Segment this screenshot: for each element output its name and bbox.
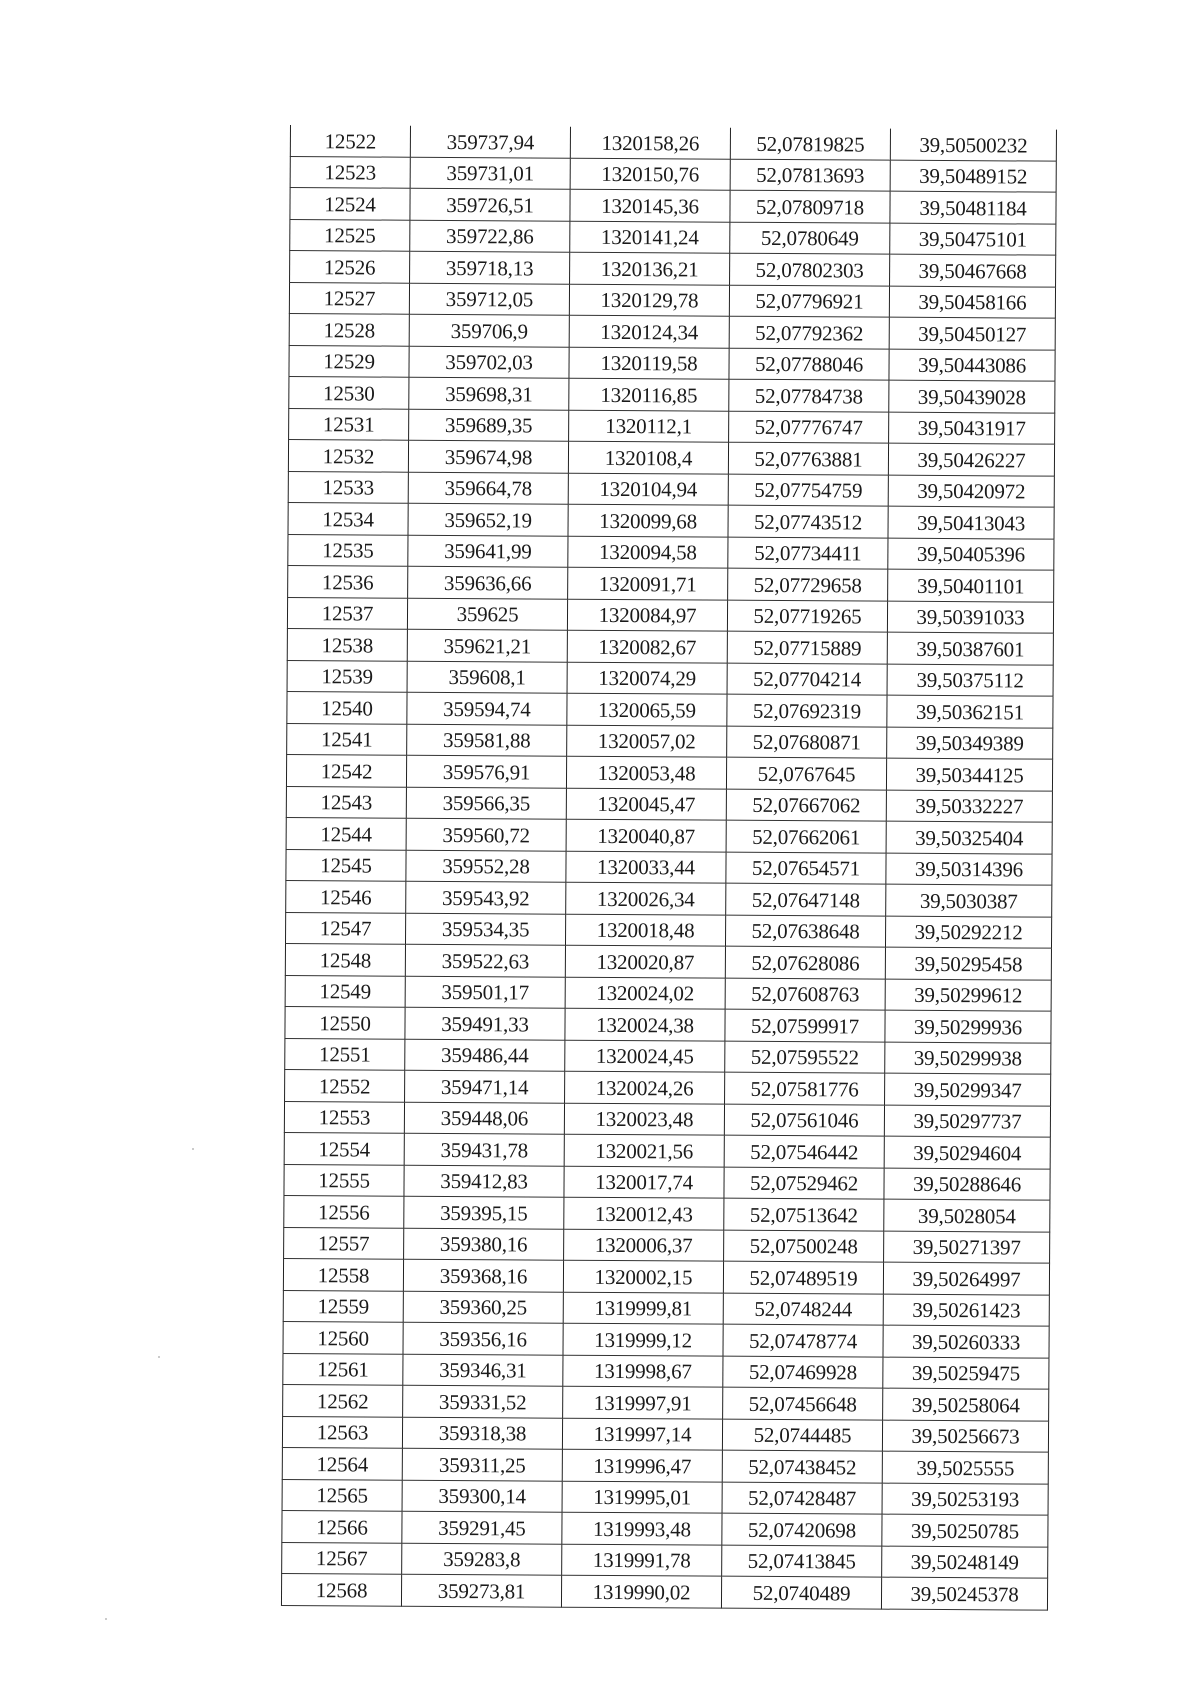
cell-y-coordinate: 1319999,81	[563, 1292, 723, 1324]
cell-latitude: 52,07763881	[728, 442, 888, 474]
cell-point-number: 12539	[287, 660, 407, 692]
cell-latitude: 52,07662061	[726, 820, 886, 852]
scan-speck	[105, 1618, 107, 1620]
cell-longitude: 39,50264997	[883, 1262, 1049, 1295]
cell-point-number: 12560	[283, 1321, 403, 1353]
cell-longitude: 39,50299938	[885, 1042, 1051, 1075]
cell-y-coordinate: 1320112,1	[569, 410, 729, 442]
cell-latitude: 52,07776747	[729, 411, 889, 443]
cell-latitude: 52,07529462	[724, 1167, 884, 1199]
cell-point-number: 12523	[290, 156, 410, 188]
cell-latitude: 52,07667062	[726, 789, 886, 821]
cell-y-coordinate: 1320136,21	[570, 252, 730, 284]
cell-x-coordinate: 359331,52	[403, 1385, 563, 1417]
cell-longitude: 39,50271397	[884, 1231, 1050, 1264]
cell-latitude: 52,07608763	[725, 978, 885, 1010]
cell-longitude: 39,50253193	[882, 1483, 1048, 1516]
cell-point-number: 12547	[286, 912, 406, 944]
cell-point-number: 12561	[283, 1353, 403, 1385]
cell-latitude: 52,07719265	[727, 600, 887, 632]
cell-latitude: 52,07796921	[729, 285, 889, 317]
cell-x-coordinate: 359522,63	[405, 944, 565, 976]
table-row	[282, 1479, 1048, 1515]
cell-point-number: 12541	[287, 723, 407, 755]
cell-y-coordinate: 1320084,97	[567, 599, 727, 631]
cell-y-coordinate: 1320119,58	[569, 347, 729, 379]
cell-point-number: 12531	[289, 408, 409, 440]
cell-x-coordinate: 359625	[407, 598, 567, 630]
cell-point-number: 12558	[283, 1258, 403, 1290]
cell-longitude: 39,50258064	[883, 1388, 1049, 1421]
cell-point-number: 12565	[282, 1479, 402, 1511]
cell-latitude: 52,07788046	[729, 348, 889, 380]
cell-point-number: 12557	[284, 1227, 404, 1259]
cell-x-coordinate: 359641,99	[408, 535, 568, 567]
cell-y-coordinate: 1320145,36	[570, 189, 730, 221]
cell-longitude: 39,50420972	[888, 475, 1054, 508]
cell-latitude: 52,07428487	[722, 1482, 882, 1514]
table-row	[288, 534, 1054, 570]
cell-x-coordinate: 359576,91	[406, 755, 566, 787]
table-row	[287, 597, 1053, 633]
cell-x-coordinate: 359291,45	[402, 1511, 562, 1543]
cell-longitude: 39,50299612	[885, 979, 1051, 1012]
table-row	[285, 943, 1051, 979]
cell-latitude: 52,07802303	[730, 253, 890, 285]
table-row	[286, 817, 1052, 853]
table-row	[286, 849, 1052, 885]
cell-longitude: 39,50467668	[890, 254, 1056, 287]
table-row	[288, 565, 1054, 601]
cell-point-number: 12526	[290, 251, 410, 283]
cell-y-coordinate: 1320065,59	[567, 693, 727, 725]
cell-point-number: 12544	[286, 817, 406, 849]
cell-y-coordinate: 1320094,58	[568, 536, 728, 568]
cell-y-coordinate: 1320158,26	[570, 127, 730, 159]
cell-longitude: 39,50475101	[890, 223, 1056, 256]
cell-longitude: 39,5025555	[882, 1451, 1048, 1484]
cell-latitude: 52,07792362	[729, 316, 889, 348]
cell-x-coordinate: 359737,94	[410, 126, 570, 158]
cell-longitude: 39,50391033	[887, 601, 1053, 634]
cell-point-number: 12537	[287, 597, 407, 629]
cell-point-number: 12550	[285, 1006, 405, 1038]
cell-point-number: 12534	[288, 502, 408, 534]
cell-longitude: 39,50426227	[888, 443, 1054, 476]
cell-x-coordinate: 359560,72	[406, 818, 566, 850]
cell-point-number: 12542	[286, 754, 406, 786]
table-row	[284, 1132, 1050, 1168]
table-row	[282, 1447, 1048, 1483]
cell-longitude: 39,50259475	[883, 1357, 1049, 1390]
cell-longitude: 39,50489152	[890, 160, 1056, 193]
cell-y-coordinate: 1320108,4	[568, 441, 728, 473]
table-row	[290, 251, 1056, 287]
table-row	[282, 1542, 1048, 1578]
table-row	[286, 786, 1052, 822]
cell-y-coordinate: 1320045,47	[566, 788, 726, 820]
cell-x-coordinate: 359283,8	[402, 1543, 562, 1575]
cell-y-coordinate: 1320129,78	[569, 284, 729, 316]
cell-y-coordinate: 1320020,87	[565, 945, 725, 977]
cell-x-coordinate: 359689,35	[409, 409, 569, 441]
cell-y-coordinate: 1320053,48	[566, 756, 726, 788]
table-row	[289, 313, 1055, 349]
cell-y-coordinate: 1320141,24	[570, 221, 730, 253]
table-row	[289, 376, 1055, 412]
cell-longitude: 39,50245378	[881, 1577, 1047, 1610]
cell-y-coordinate: 1319996,47	[562, 1449, 722, 1481]
cell-x-coordinate: 359431,78	[404, 1133, 564, 1165]
cell-point-number: 12546	[286, 880, 406, 912]
cell-point-number: 12522	[290, 125, 410, 157]
cell-y-coordinate: 1319993,48	[562, 1512, 722, 1544]
cell-y-coordinate: 1320150,76	[570, 158, 730, 190]
table-row	[281, 1573, 1047, 1609]
cell-x-coordinate: 359501,17	[405, 976, 565, 1008]
cell-point-number: 12535	[288, 534, 408, 566]
table-row	[289, 282, 1055, 318]
cell-latitude: 52,07561046	[724, 1104, 884, 1136]
cell-latitude: 52,07599917	[725, 1009, 885, 1041]
cell-y-coordinate: 1319997,14	[562, 1418, 722, 1450]
cell-y-coordinate: 1320074,29	[567, 662, 727, 694]
cell-longitude: 39,50439028	[889, 380, 1055, 413]
cell-x-coordinate: 359380,16	[404, 1228, 564, 1260]
cell-x-coordinate: 359706,9	[409, 314, 569, 346]
cell-longitude: 39,50256673	[882, 1420, 1048, 1453]
cell-latitude: 52,07413845	[722, 1545, 882, 1577]
table-row	[287, 691, 1053, 727]
cell-y-coordinate: 1319991,78	[562, 1544, 722, 1576]
cell-x-coordinate: 359471,14	[405, 1070, 565, 1102]
cell-point-number: 12564	[282, 1447, 402, 1479]
cell-y-coordinate: 1320006,37	[564, 1229, 724, 1261]
cell-y-coordinate: 1320026,34	[566, 882, 726, 914]
cell-x-coordinate: 359581,88	[407, 724, 567, 756]
cell-point-number: 12525	[290, 219, 410, 251]
table-row	[283, 1290, 1049, 1326]
cell-longitude: 39,50288646	[884, 1168, 1050, 1201]
cell-latitude: 52,07734411	[728, 537, 888, 569]
scan-speck	[158, 1356, 160, 1358]
cell-longitude: 39,50500232	[890, 129, 1056, 161]
table-row	[289, 408, 1055, 444]
table-row	[284, 1195, 1050, 1231]
cell-y-coordinate: 1320018,48	[565, 914, 725, 946]
cell-latitude: 52,07595522	[725, 1041, 885, 1073]
cell-x-coordinate: 359543,92	[406, 881, 566, 913]
cell-longitude: 39,50292212	[885, 916, 1051, 949]
cell-latitude: 52,07680871	[727, 726, 887, 758]
cell-point-number: 12566	[282, 1510, 402, 1542]
table-row	[282, 1416, 1048, 1452]
cell-longitude: 39,50299347	[885, 1073, 1051, 1106]
table-row	[285, 1006, 1051, 1042]
cell-latitude: 52,07546442	[724, 1135, 884, 1167]
cell-point-number: 12552	[285, 1069, 405, 1101]
cell-longitude: 39,50314396	[886, 853, 1052, 886]
cell-latitude: 52,07513642	[724, 1198, 884, 1230]
cell-latitude: 52,07638648	[725, 915, 885, 947]
cell-y-coordinate: 1320012,43	[564, 1197, 724, 1229]
cell-x-coordinate: 359448,06	[404, 1102, 564, 1134]
cell-latitude: 52,07784738	[729, 379, 889, 411]
table-row	[287, 660, 1053, 696]
table-row	[290, 125, 1056, 161]
cell-y-coordinate: 1320024,45	[565, 1040, 725, 1072]
cell-x-coordinate: 359608,1	[407, 661, 567, 693]
cell-latitude: 52,0780649	[730, 222, 890, 254]
cell-latitude: 52,07813693	[730, 159, 890, 191]
cell-longitude: 39,50387601	[887, 632, 1053, 665]
cell-point-number: 12555	[284, 1164, 404, 1196]
cell-y-coordinate: 1319997,91	[563, 1386, 723, 1418]
table-row	[288, 471, 1054, 507]
cell-longitude: 39,50261423	[883, 1294, 1049, 1327]
coordinates-table	[281, 125, 1057, 1610]
table-row	[290, 219, 1056, 255]
cell-point-number: 12562	[283, 1384, 403, 1416]
cell-y-coordinate: 1320024,26	[565, 1071, 725, 1103]
cell-point-number: 12528	[289, 313, 409, 345]
cell-x-coordinate: 359731,01	[410, 157, 570, 189]
table-row	[282, 1510, 1048, 1546]
cell-latitude: 52,07715889	[727, 631, 887, 663]
cell-latitude: 52,07628086	[725, 946, 885, 978]
cell-x-coordinate: 359346,31	[403, 1354, 563, 1386]
cell-latitude: 52,07581776	[725, 1072, 885, 1104]
table-row	[284, 1227, 1050, 1263]
table-row	[285, 975, 1051, 1011]
cell-y-coordinate: 1320017,74	[564, 1166, 724, 1198]
cell-y-coordinate: 1320104,94	[568, 473, 728, 505]
cell-x-coordinate: 359664,78	[408, 472, 568, 504]
coordinates-table-body	[281, 125, 1056, 1610]
cell-y-coordinate: 1319990,02	[561, 1575, 721, 1607]
cell-y-coordinate: 1319999,12	[563, 1323, 723, 1355]
cell-x-coordinate: 359273,81	[401, 1574, 561, 1606]
cell-point-number: 12545	[286, 849, 406, 881]
cell-latitude: 52,07420698	[722, 1513, 882, 1545]
cell-longitude: 39,50260333	[883, 1325, 1049, 1358]
cell-longitude: 39,50299936	[885, 1010, 1051, 1043]
table-row	[286, 912, 1052, 948]
cell-x-coordinate: 359718,13	[410, 251, 570, 283]
table-row	[283, 1321, 1049, 1357]
cell-longitude: 39,50294604	[884, 1136, 1050, 1169]
cell-latitude: 52,07500248	[724, 1230, 884, 1262]
cell-latitude: 52,07654571	[726, 852, 886, 884]
cell-latitude: 52,0767645	[726, 757, 886, 789]
cell-point-number: 12538	[287, 628, 407, 660]
cell-x-coordinate: 359395,15	[404, 1196, 564, 1228]
cell-longitude: 39,50413043	[888, 506, 1054, 539]
cell-longitude: 39,50450127	[889, 317, 1055, 350]
table-row	[283, 1353, 1049, 1389]
cell-latitude: 52,07809718	[730, 190, 890, 222]
cell-y-coordinate: 1320002,15	[563, 1260, 723, 1292]
cell-x-coordinate: 359698,31	[409, 377, 569, 409]
cell-latitude: 52,07704214	[727, 663, 887, 695]
cell-longitude: 39,50458166	[889, 286, 1055, 319]
table-row	[288, 439, 1054, 475]
cell-longitude: 39,50295458	[885, 947, 1051, 980]
cell-latitude: 52,0740489	[721, 1576, 881, 1608]
cell-y-coordinate: 1320124,34	[569, 315, 729, 347]
cell-longitude: 39,50481184	[890, 191, 1056, 224]
table-row	[286, 754, 1052, 790]
table-row	[284, 1164, 1050, 1200]
cell-x-coordinate: 359491,33	[405, 1007, 565, 1039]
cell-longitude: 39,50431917	[889, 412, 1055, 445]
cell-x-coordinate: 359702,03	[409, 346, 569, 378]
cell-latitude: 52,07469928	[723, 1356, 883, 1388]
cell-point-number: 12533	[288, 471, 408, 503]
cell-y-coordinate: 1320024,02	[565, 977, 725, 1009]
cell-x-coordinate: 359318,38	[402, 1417, 562, 1449]
cell-y-coordinate: 1320116,85	[569, 378, 729, 410]
table-row	[285, 1069, 1051, 1105]
cell-x-coordinate: 359534,35	[405, 913, 565, 945]
table-row	[283, 1384, 1049, 1420]
table-row	[287, 723, 1053, 759]
cell-x-coordinate: 359712,05	[409, 283, 569, 315]
cell-latitude: 52,07478774	[723, 1324, 883, 1356]
cell-x-coordinate: 359552,28	[406, 850, 566, 882]
cell-point-number: 12529	[289, 345, 409, 377]
cell-point-number: 12543	[286, 786, 406, 818]
cell-longitude: 39,50325404	[886, 821, 1052, 854]
cell-x-coordinate: 359368,16	[403, 1259, 563, 1291]
cell-longitude: 39,50401101	[888, 569, 1054, 602]
table-row	[287, 628, 1053, 664]
cell-x-coordinate: 359360,25	[403, 1291, 563, 1323]
cell-x-coordinate: 359636,66	[408, 566, 568, 598]
cell-y-coordinate: 1320057,02	[567, 725, 727, 757]
cell-longitude: 39,50344125	[886, 758, 1052, 791]
table-row	[288, 502, 1054, 538]
cell-y-coordinate: 1320033,44	[566, 851, 726, 883]
cell-point-number: 12556	[284, 1195, 404, 1227]
cell-point-number: 12548	[285, 943, 405, 975]
table-row	[283, 1258, 1049, 1294]
cell-latitude: 52,07647148	[726, 883, 886, 915]
cell-x-coordinate: 359674,98	[408, 440, 568, 472]
cell-latitude: 52,07743512	[728, 505, 888, 537]
cell-latitude: 52,07692319	[727, 694, 887, 726]
cell-point-number: 12536	[288, 565, 408, 597]
cell-point-number: 12567	[282, 1542, 402, 1574]
cell-y-coordinate: 1319998,67	[563, 1355, 723, 1387]
cell-x-coordinate: 359412,83	[404, 1165, 564, 1197]
cell-x-coordinate: 359722,86	[410, 220, 570, 252]
cell-latitude: 52,07729658	[728, 568, 888, 600]
cell-point-number: 12559	[283, 1290, 403, 1322]
cell-latitude: 52,0748244	[723, 1293, 883, 1325]
cell-latitude: 52,0744485	[722, 1419, 882, 1451]
table-row	[290, 188, 1056, 224]
cell-x-coordinate: 359621,21	[407, 629, 567, 661]
cell-longitude: 39,50250785	[882, 1514, 1048, 1547]
cell-longitude: 39,50362151	[887, 695, 1053, 728]
scan-speck	[192, 1148, 194, 1150]
cell-longitude: 39,50332227	[886, 790, 1052, 823]
cell-longitude: 39,5030387	[886, 884, 1052, 917]
cell-x-coordinate: 359356,16	[403, 1322, 563, 1354]
cell-point-number: 12554	[284, 1132, 404, 1164]
cell-y-coordinate: 1320099,68	[568, 504, 728, 536]
cell-y-coordinate: 1320023,48	[564, 1103, 724, 1135]
cell-point-number: 12553	[284, 1101, 404, 1133]
cell-latitude: 52,07456648	[723, 1387, 883, 1419]
cell-point-number: 12540	[287, 691, 407, 723]
cell-point-number: 12549	[285, 975, 405, 1007]
cell-y-coordinate: 1320024,38	[565, 1008, 725, 1040]
table-row	[286, 880, 1052, 916]
cell-longitude: 39,50443086	[889, 349, 1055, 382]
cell-longitude: 39,5028054	[884, 1199, 1050, 1232]
cell-y-coordinate: 1320082,67	[567, 630, 727, 662]
cell-x-coordinate: 359486,44	[405, 1039, 565, 1071]
cell-point-number: 12524	[290, 188, 410, 220]
cell-point-number: 12530	[289, 376, 409, 408]
cell-point-number: 12532	[288, 439, 408, 471]
cell-y-coordinate: 1320091,71	[568, 567, 728, 599]
cell-longitude: 39,50349389	[887, 727, 1053, 760]
cell-point-number: 12568	[281, 1573, 401, 1605]
table-row	[285, 1038, 1051, 1074]
table-row	[289, 345, 1055, 381]
cell-longitude: 39,50248149	[882, 1546, 1048, 1579]
cell-x-coordinate: 359726,51	[410, 188, 570, 220]
cell-x-coordinate: 359311,25	[402, 1448, 562, 1480]
cell-latitude: 52,07819825	[730, 128, 890, 160]
cell-point-number: 12527	[289, 282, 409, 314]
cell-point-number: 12551	[285, 1038, 405, 1070]
cell-latitude: 52,07754759	[728, 474, 888, 506]
cell-x-coordinate: 359300,14	[402, 1480, 562, 1512]
cell-longitude: 39,50297737	[884, 1105, 1050, 1138]
cell-longitude: 39,50405396	[888, 538, 1054, 571]
cell-latitude: 52,07438452	[722, 1450, 882, 1482]
cell-point-number: 12563	[282, 1416, 402, 1448]
table-row	[284, 1101, 1050, 1137]
cell-y-coordinate: 1320040,87	[566, 819, 726, 851]
table-row	[290, 156, 1056, 192]
cell-longitude: 39,50375112	[887, 664, 1053, 697]
cell-y-coordinate: 1320021,56	[564, 1134, 724, 1166]
cell-latitude: 52,07489519	[723, 1261, 883, 1293]
cell-y-coordinate: 1319995,01	[562, 1481, 722, 1513]
cell-x-coordinate: 359566,35	[406, 787, 566, 819]
cell-x-coordinate: 359594,74	[407, 692, 567, 724]
cell-x-coordinate: 359652,19	[408, 503, 568, 535]
